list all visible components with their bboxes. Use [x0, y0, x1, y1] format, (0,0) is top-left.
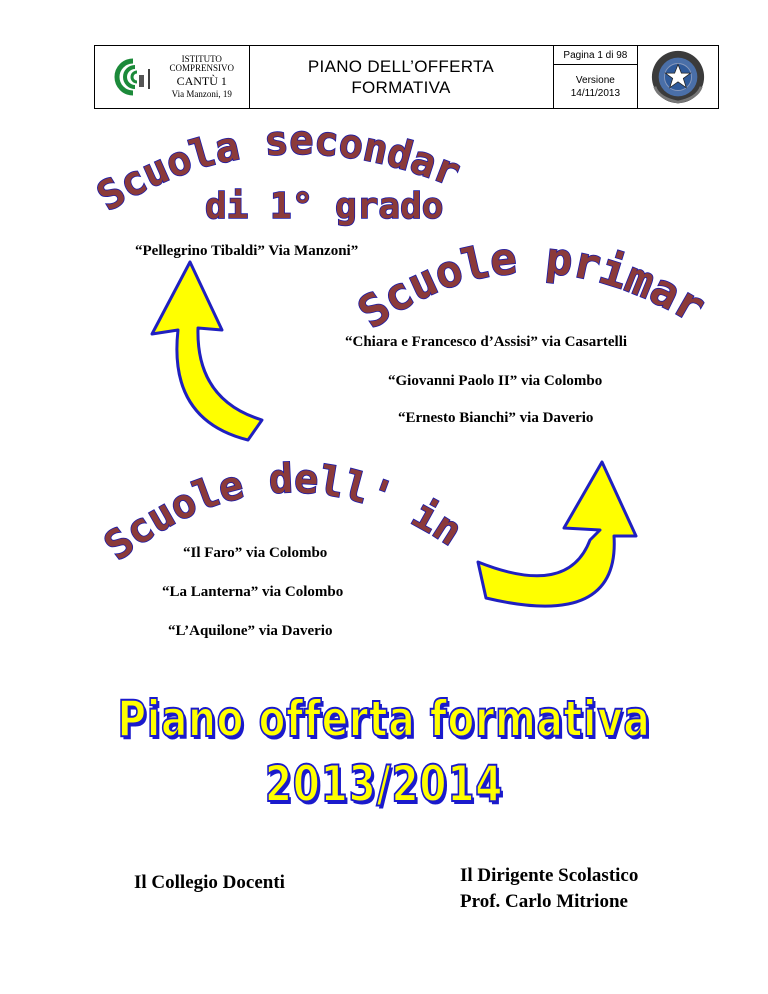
header-seal-cell: [638, 46, 718, 108]
secondaria-school-text: “Pellegrino Tibaldi” Via Manzoni”: [135, 243, 359, 259]
header-version-cell: [554, 46, 639, 108]
primarie-school-1: “Chiara e Francesco d’Assisi” via Casartelli: [345, 334, 628, 350]
school-diagram: [0, 120, 768, 680]
institute-address: Via Manzoni, 19: [171, 88, 232, 99]
document-header: [94, 45, 719, 109]
infanzia-school-2: “La Lanterna” via Colombo: [162, 584, 344, 600]
infanzia-title-path: Scuole dell' in: [96, 456, 470, 570]
italian-republic-emblem-icon: [649, 48, 707, 106]
document-title-line1: PIANO DELL’OFFERTA: [307, 56, 495, 76]
header-logo-cell: [95, 46, 250, 108]
pof-title: Piano offerta formativa: [117, 690, 651, 748]
page-number: Pagina 1 di 98: [554, 46, 638, 65]
secondaria-school: [135, 237, 358, 264]
secondaria-title-path: Scuola secondar: [89, 120, 467, 221]
signature-dirigente-name: Prof. Carlo Mitrione: [460, 890, 628, 912]
primarie-title-path: Scuole primar: [349, 233, 714, 339]
version-block: [554, 65, 638, 108]
infanzia-school-1: “Il Faro” via Colombo: [183, 545, 328, 561]
signature-dirigente: [460, 863, 638, 914]
institute-line2: COMPRENSIVO: [169, 63, 234, 74]
primarie-school-3: “Ernesto Bianchi” via Daverio: [398, 410, 594, 426]
version-label: Versione: [575, 74, 615, 86]
header-title-cell: [250, 46, 554, 108]
pof-year: 2013/2014: [264, 755, 504, 813]
infanzia-school-3: “L’Aquilone” via Daverio: [168, 623, 333, 639]
document-title-line2: FORMATIVA: [351, 78, 451, 97]
curved-arrow-icon: [478, 462, 636, 606]
institute-block: [155, 55, 249, 100]
primarie-school-2: “Giovanni Paolo II” via Colombo: [388, 373, 603, 389]
institute-line1: ISTITUTO: [181, 53, 222, 64]
secondaria-subtitle: di 1° grado: [205, 186, 444, 227]
curved-arrow-icon: [152, 262, 262, 440]
institute-name: CANTÙ 1: [176, 74, 227, 89]
signature-collegio: Il Collegio Docenti: [134, 872, 285, 893]
school-logo-icon: [103, 57, 155, 97]
version-date: 14/11/2013: [570, 87, 621, 99]
document-title: [308, 56, 494, 99]
signature-dirigente-role: Il Dirigente Scolastico: [460, 865, 639, 886]
